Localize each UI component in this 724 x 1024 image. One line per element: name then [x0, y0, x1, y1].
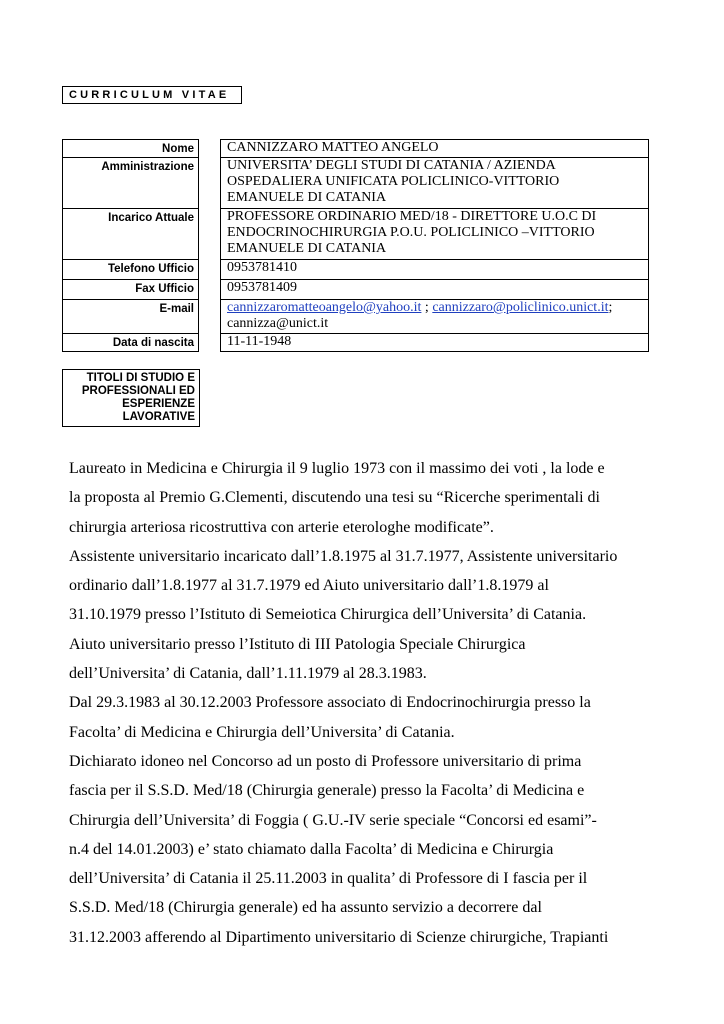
- body-line: dell’Universita’ di Catania il 25.11.2003 in qualita’ di Professore di I fascia per il: [69, 870, 588, 888]
- label-amministrazione: Amministrazione: [62, 157, 199, 208]
- email-link-yahoo[interactable]: cannizzaromatteoangelo@yahoo.it: [227, 300, 422, 315]
- titoli-section-heading: [62, 369, 200, 427]
- email-unict: cannizza@unict.it: [227, 316, 329, 331]
- label-email: E-mail: [62, 299, 199, 333]
- value-email: [220, 299, 649, 333]
- email-separator: ;: [608, 300, 613, 315]
- label-telefono: Telefono Ufficio: [62, 259, 199, 279]
- amministrazione-line: EMANUELE DI CATANIA: [227, 190, 387, 205]
- body-line: Aiuto universitario presso l’Istituto di III Patologia Speciale Chirurgica: [69, 635, 526, 653]
- value-incarico: [220, 208, 649, 259]
- incarico-line: ENDOCRINOCHIRURGIA P.O.U. POLICLINICO –VITTORIO: [227, 225, 595, 240]
- titoli-line: ESPERIENZE: [122, 398, 195, 410]
- body-line: la proposta al Premio G.Clementi, discutendo una tesi su “Ricerche sperimentali di: [69, 489, 600, 507]
- career-body-text: [69, 454, 669, 952]
- incarico-line: EMANUELE DI CATANIA: [227, 241, 387, 256]
- incarico-line: PROFESSORE ORDINARIO MED/18 - DIRETTORE U.O.C DI: [227, 209, 597, 224]
- body-line: ordinario dall’1.8.1977 al 31.7.1979 ed Aiuto universitario dall’1.8.1979 al: [69, 577, 549, 595]
- email-separator: ;: [421, 300, 433, 315]
- body-line: 31.10.1979 presso l’Istituto di Semeiotica Chirurgica dell’Universita’ di Catania.: [69, 606, 587, 624]
- titoli-line: PROFESSIONALI ED: [81, 385, 195, 397]
- body-line: 31.12.2003 afferendo al Dipartimento universitario di Scienze chirurgiche, Trapianti: [69, 928, 609, 946]
- value-nome: CANNIZZARO MATTEO ANGELO: [220, 139, 649, 157]
- row-nascita: [62, 333, 649, 352]
- email-link-policlinico[interactable]: cannizzaro@policlinico.unict.it: [432, 300, 609, 315]
- label-nascita: Data di nascita: [62, 333, 199, 352]
- body-line: Dal 29.3.1983 al 30.12.2003 Professore associato di Endocrinochirurgia presso la: [69, 694, 591, 712]
- amministrazione-line: OSPEDALIERA UNIFICATA POLICLINICO-VITTORIO: [227, 174, 560, 189]
- body-line: n.4 del 14.01.2003) e’ stato chiamato dalla Facolta’ di Medicina e Chirurgia: [69, 840, 554, 858]
- label-nome: Nome: [62, 139, 199, 157]
- value-nascita: 11-11-1948: [220, 333, 649, 352]
- value-fax: 0953781409: [220, 279, 649, 299]
- body-line: Facolta’ di Medicina e Chirurgia dell’Universita’ di Catania.: [69, 723, 455, 741]
- label-incarico: Incarico Attuale: [62, 208, 199, 259]
- body-line: dell’Universita’ di Catania, dall’1.11.1979 al 28.3.1983.: [69, 665, 427, 683]
- body-line: Assistente universitario incaricato dall’1.8.1975 al 31.7.1977, Assistente universitario: [69, 547, 618, 565]
- personal-info-table: [62, 139, 649, 352]
- body-line: Chirurgia dell’Universita’ di Foggia ( G.U.-IV serie speciale “Concorsi ed esami”-: [69, 811, 597, 829]
- row-email: [62, 299, 649, 333]
- body-line: Dichiarato idoneo nel Concorso ad un posto di Professore universitario di prima: [69, 752, 582, 770]
- body-line: S.S.D. Med/18 (Chirurgia generale) ed ha assunto servizio a decorrere dal: [69, 899, 542, 917]
- titoli-line: LAVORATIVE: [122, 411, 195, 423]
- body-line: fascia per il S.S.D. Med/18 (Chirurgia generale) presso la Facolta’ di Medicina e: [69, 782, 585, 800]
- cv-title: CURRICULUM VITAE: [62, 86, 242, 104]
- titoli-line: TITOLI DI STUDIO E: [86, 372, 195, 384]
- value-telefono: 0953781410: [220, 259, 649, 279]
- row-amministrazione: [62, 157, 649, 208]
- row-fax: [62, 279, 649, 299]
- row-incarico: [62, 208, 649, 259]
- body-line: chirurgia arteriosa ricostruttiva con arterie eterologhe modificate”.: [69, 518, 494, 536]
- row-nome: [62, 139, 649, 157]
- amministrazione-line: UNIVERSITA’ DEGLI STUDI DI CATANIA / AZIENDA: [227, 158, 556, 173]
- label-fax: Fax Ufficio: [62, 279, 199, 299]
- value-amministrazione: [220, 157, 649, 208]
- row-telefono: [62, 259, 649, 279]
- body-line: Laureato in Medicina e Chirurgia il 9 luglio 1973 con il massimo dei voti , la lode e: [69, 460, 605, 477]
